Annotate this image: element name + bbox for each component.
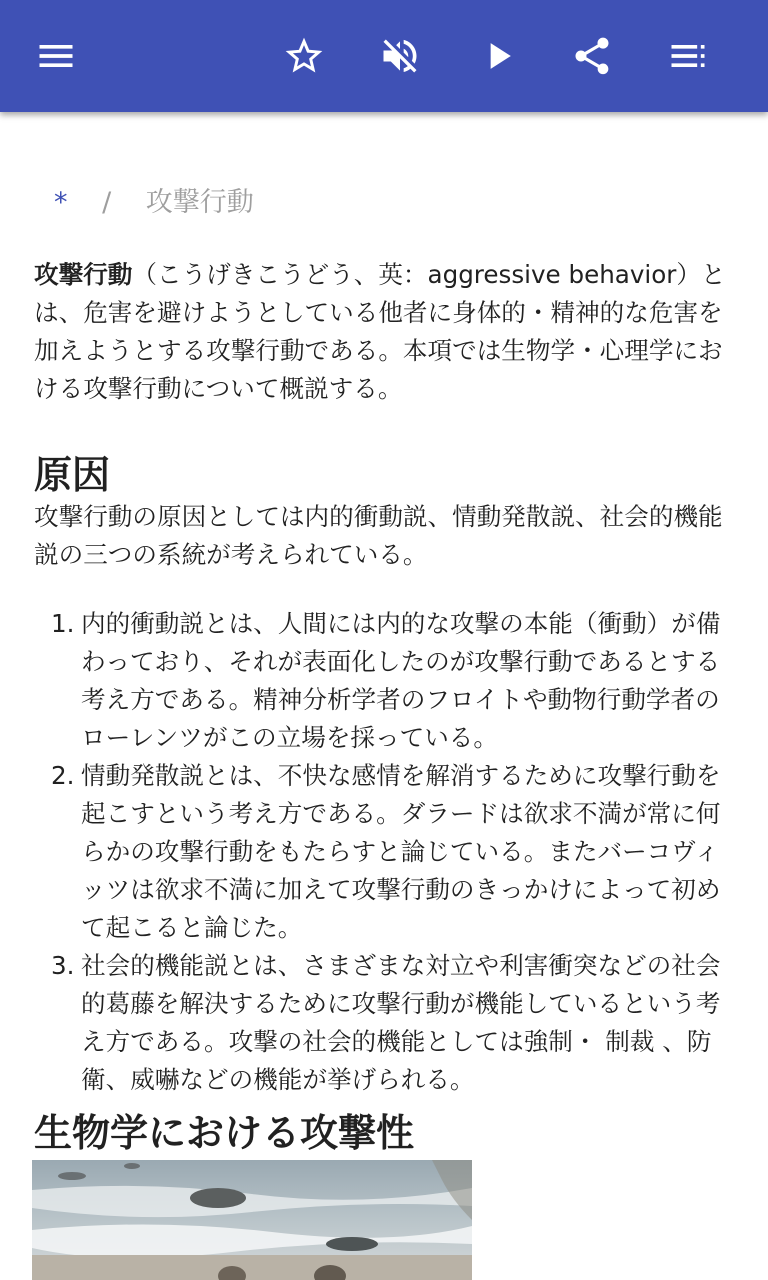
causes-paragraph: 攻撃行動の原因としては内的衝動説、情動発散説、社会的機能説の三つの系統が考えられている。 bbox=[34, 502, 723, 569]
mute-button[interactable] bbox=[372, 28, 428, 84]
list-item bbox=[34, 947, 736, 1099]
list-item-number: 2. bbox=[51, 761, 75, 790]
play-icon bbox=[476, 34, 520, 78]
bookmark-button[interactable] bbox=[276, 28, 332, 84]
breadcrumb bbox=[54, 180, 254, 219]
section-heading-biology: 生物学における攻撃性 bbox=[34, 1111, 415, 1155]
intro-paragraph bbox=[34, 256, 736, 408]
breadcrumb-current: 攻撃行動 bbox=[145, 187, 254, 218]
share-icon bbox=[570, 34, 614, 78]
list-item-text: 内的衝動説とは、人間には内的な攻撃の本能（衝動）が備わっており、それが表面化したのが攻撃行動であるとする考え方である。精神分析学者のフロイトや動物行動学者のローレンツがこの立場を採っている。 bbox=[81, 609, 721, 752]
menu-button[interactable] bbox=[28, 28, 84, 84]
list-item-text: 情動発散説とは、不快な感情を解消するために攻撃行動を起こすという考え方である。ダラードは欲求不満が常に何らかの攻撃行動をもたらすと論じている。またバーコヴィッツは欲求不満に加えて攻撃行動のきっかけによって初めて起こると論じた。 bbox=[81, 761, 721, 942]
playlist-icon bbox=[666, 34, 710, 78]
app-bar bbox=[0, 0, 768, 112]
list-item bbox=[34, 757, 736, 947]
intro-term: 攻撃行動 bbox=[34, 260, 133, 289]
volume-off-icon bbox=[378, 34, 422, 78]
star-outline-icon bbox=[282, 34, 326, 78]
section-heading-causes: 原因 bbox=[34, 453, 111, 497]
list-item-text: 社会的機能説とは、さまざまな対立や利害衝突などの社会的葛藤を解決するために攻撃行動が機能しているという考え方である。攻撃の社会的機能としては強制・ 制裁 、防衛、威嚇などの機能が挙げられる。 bbox=[81, 951, 721, 1094]
share-button[interactable] bbox=[564, 28, 620, 84]
playlist-button[interactable] bbox=[660, 28, 716, 84]
list-item-number: 3. bbox=[51, 951, 75, 980]
breadcrumb-home-link[interactable]: * bbox=[54, 187, 68, 218]
causes-list bbox=[34, 605, 736, 1099]
list-item bbox=[34, 605, 736, 757]
list-item-number: 1. bbox=[51, 609, 75, 638]
seashore-photo-image bbox=[32, 1160, 472, 1280]
breadcrumb-separator: / bbox=[102, 187, 112, 218]
hamburger-menu-icon bbox=[34, 34, 78, 78]
play-button[interactable] bbox=[470, 28, 526, 84]
intro-text: （こうげきこうどう、英：aggressive behavior）とは、危害を避けようとしている他者に身体的・精神的な危害を加えようとする攻撃行動である。本項では生物学・心理学における攻撃行動について概説する。 bbox=[34, 260, 726, 403]
article-photo[interactable] bbox=[32, 1160, 472, 1280]
